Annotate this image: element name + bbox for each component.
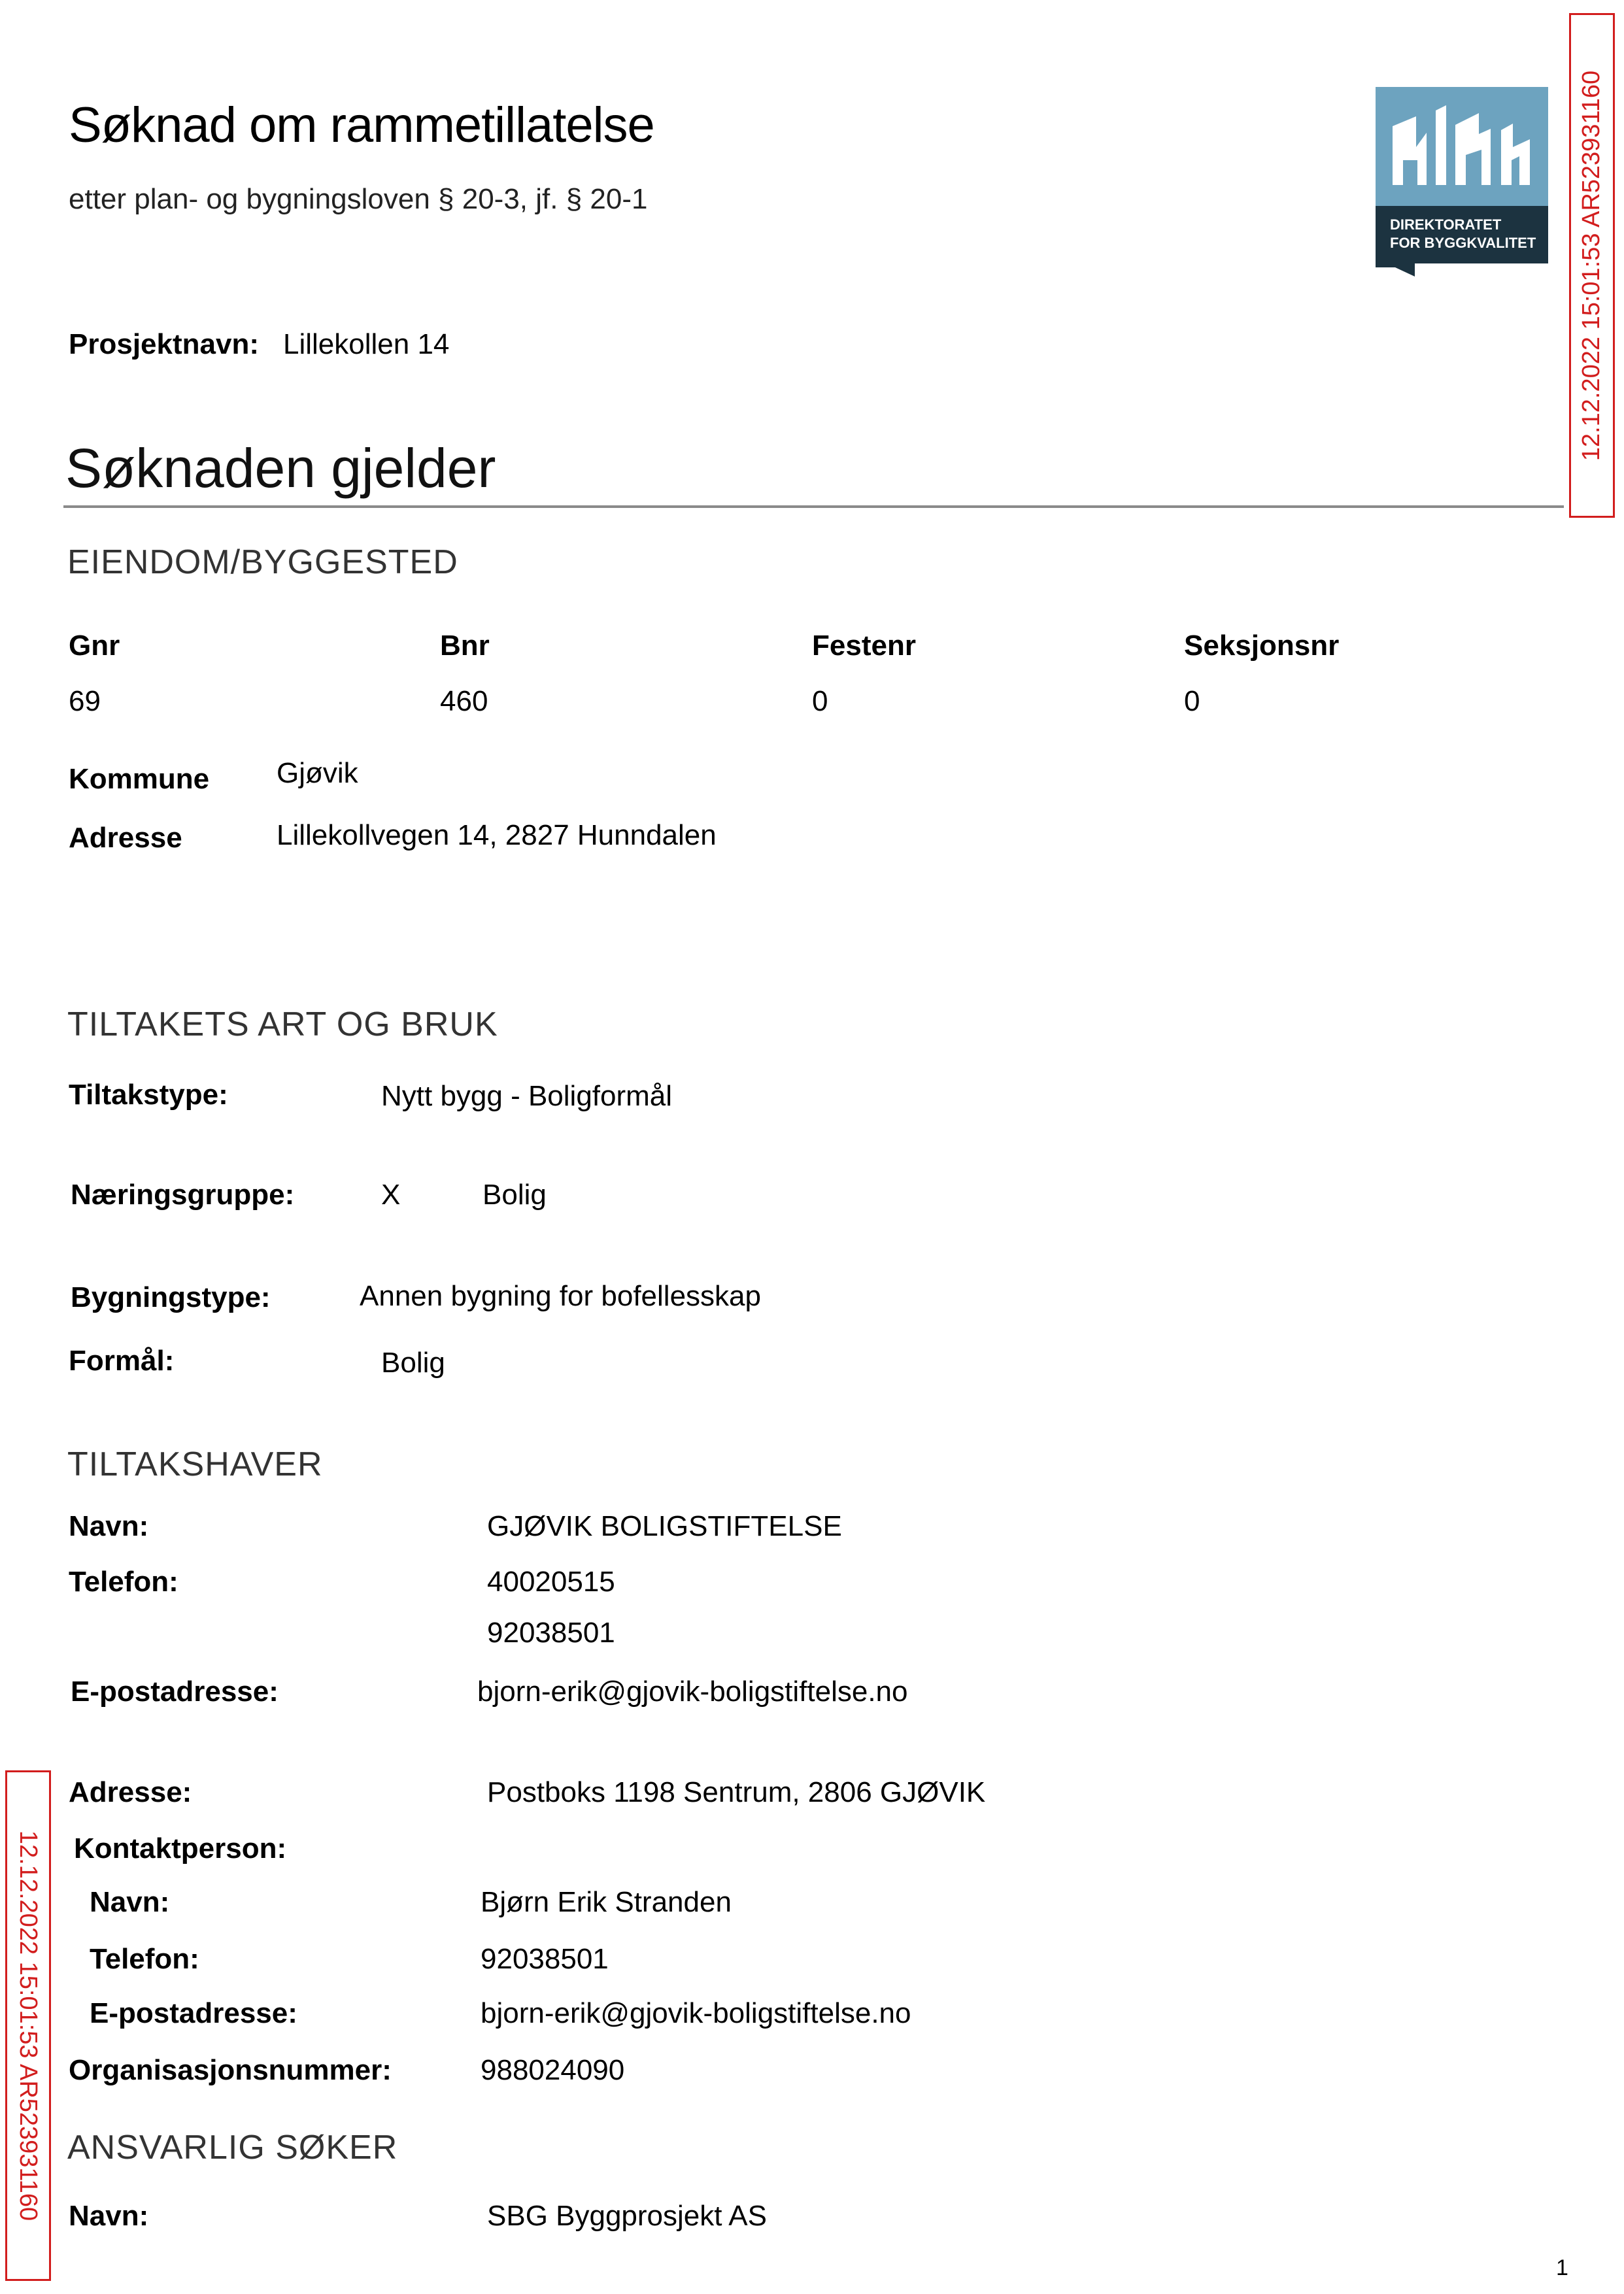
kontakt-telefon-label: Telefon:	[90, 1943, 199, 1975]
logo-text-line1: DIREKTORATET	[1390, 216, 1502, 233]
kommune-value: Gjøvik	[277, 757, 358, 789]
adresse-value: Lillekollvegen 14, 2827 Hunndalen	[277, 819, 717, 851]
naeringsgruppe-value: Bolig	[482, 1179, 547, 1211]
bnr-label: Bnr	[440, 630, 490, 662]
tiltakshaver-adresse-value: Postboks 1198 Sentrum, 2806 GJØVIK	[487, 1776, 986, 1808]
festenr-value: 0	[812, 685, 828, 717]
gnr-value: 69	[69, 685, 101, 717]
tiltakshaver-navn-value: GJØVIK BOLIGSTIFTELSE	[487, 1510, 842, 1542]
naeringsgruppe-code: X	[381, 1179, 401, 1211]
document-title: Søknad om rammetillatelse	[69, 97, 654, 153]
formal-label: Formål:	[69, 1345, 175, 1377]
tiltakshaver-epost-label: E-postadresse:	[71, 1676, 279, 1708]
heading-tiltak: TILTAKETS ART OG BRUK	[67, 1005, 498, 1043]
festenr-label: Festenr	[812, 630, 916, 662]
heading-tiltakshaver: TILTAKSHAVER	[67, 1445, 323, 1483]
kommune-label: Kommune	[69, 763, 210, 795]
heading-ansvarlig-soker: ANSVARLIG SØKER	[67, 2129, 398, 2167]
gnr-label: Gnr	[69, 630, 120, 662]
tiltakshaver-adresse-label: Adresse:	[69, 1776, 192, 1808]
tiltakshaver-telefon-label: Telefon:	[69, 1566, 178, 1598]
heading-eiendom: EIENDOM/BYGGESTED	[67, 543, 458, 581]
bnr-value: 460	[440, 685, 488, 717]
tiltakshaver-epost-value: bjorn-erik@gjovik-boligstiftelse.no	[477, 1676, 908, 1708]
timestamp-stamp-left	[5, 1770, 51, 2281]
tiltakshaver-navn-label: Navn:	[69, 1510, 149, 1542]
stamp-text-top: 12.12.2022 15:01:53 AR523931160	[1578, 70, 1606, 461]
bygningstype-value: Annen bygning for bofellesskap	[360, 1280, 761, 1312]
tiltakstype-value: Nytt bygg - Boligformål	[381, 1080, 673, 1112]
bygningstype-label: Bygningstype:	[71, 1281, 271, 1313]
page-number: 1	[1556, 2255, 1568, 2280]
dibk-logo	[1376, 87, 1548, 277]
adresse-label: Adresse	[69, 822, 182, 854]
timestamp-stamp-top	[1569, 13, 1615, 518]
formal-value: Bolig	[381, 1347, 445, 1379]
logo-ribbon-tail	[1376, 263, 1415, 277]
logo-text-line2: FOR BYGGKVALITET	[1390, 235, 1536, 251]
kontakt-epost-label: E-postadresse:	[90, 1997, 297, 2029]
tiltakshaver-telefon-value-2: 92038501	[487, 1617, 615, 1649]
seksjonsnr-label: Seksjonsnr	[1184, 630, 1340, 662]
organisasjonsnummer-label: Organisasjonsnummer:	[69, 2054, 392, 2086]
kontaktperson-label: Kontaktperson:	[74, 1832, 287, 1864]
tiltakstype-label: Tiltakstype:	[69, 1079, 228, 1111]
ansvarlig-navn-value: SBG Byggprosjekt AS	[487, 2200, 767, 2232]
kontakt-navn-value: Bjørn Erik Stranden	[481, 1886, 732, 1918]
kontakt-navn-label: Navn:	[90, 1886, 170, 1918]
project-name-value: Lillekollen 14	[283, 328, 450, 360]
project-name-label: Prosjektnavn:	[69, 328, 259, 360]
section-title-soknaden: Søknaden gjelder	[65, 437, 496, 499]
tiltakshaver-telefon-value-1: 40020515	[487, 1566, 615, 1598]
naeringsgruppe-label: Næringsgruppe:	[71, 1179, 295, 1211]
organisasjonsnummer-value: 988024090	[481, 2054, 625, 2086]
stamp-text-left: 12.12.2022 15:01:53 AR523931160	[14, 1830, 42, 2221]
ansvarlig-navn-label: Navn:	[69, 2200, 149, 2232]
kontakt-telefon-value: 92038501	[481, 1943, 609, 1975]
section-divider	[63, 505, 1564, 508]
seksjonsnr-value: 0	[1184, 685, 1200, 717]
kontakt-epost-value: bjorn-erik@gjovik-boligstiftelse.no	[481, 1997, 911, 2029]
document-subtitle: etter plan- og bygningsloven § 20-3, jf. § 20-1	[69, 183, 648, 215]
